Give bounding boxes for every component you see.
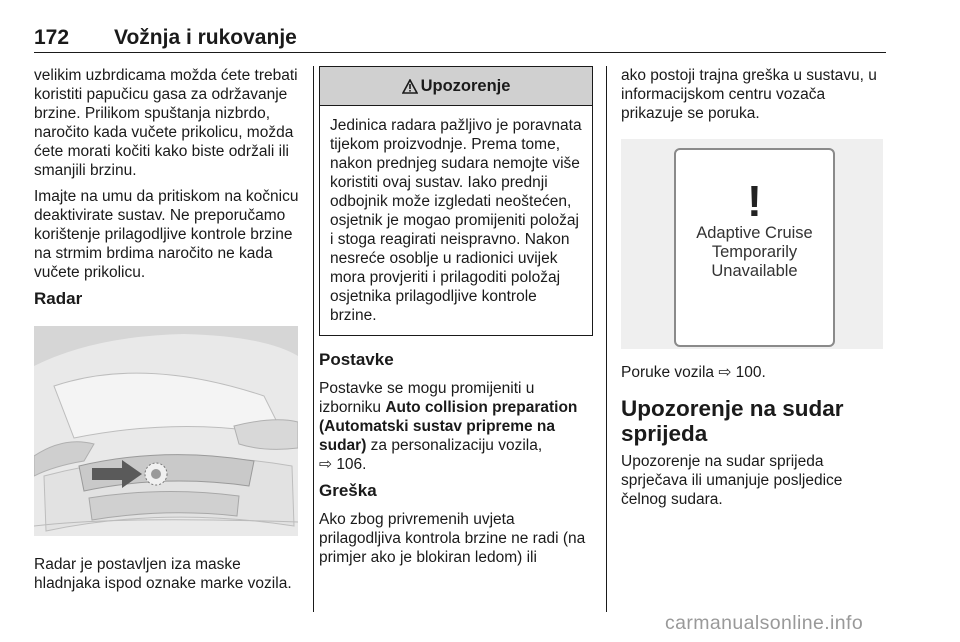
warning-triangle-icon [402, 79, 418, 94]
paragraph: ako postoji trajna greška u sustavu, u informacijskom centru vozača prikazuje se poruka. [621, 67, 877, 122]
page-reference: 100. [735, 364, 766, 381]
column-left [34, 66, 306, 600]
warning-header [320, 67, 592, 106]
paragraph: velikim uzbrdicama možda ćete trebati koristiti papučicu gasa za održavanje brzine. Prilikom spuštanja nizbrdo, naročito kada vučete prikolicu, možda ćete morati kočiti kako biste održali ili smanjili brzinu. [34, 67, 298, 179]
exclamation-icon: ! [747, 177, 762, 226]
warning-text: Jedinica radara pažljivo je poravnata tijekom proizvodnje. Prema tome, nakon prednjeg sudara nemojte više koristiti ovaj sustav. Iako prednji odbojnik može izgledati neoštećen, osjetnik je mogao promijeniti položaj i stoga reagirati neispravno. Nakon nesreće osoblje u radionici uvijek mora provjeriti i prilagoditi položaj osjetnika prilagodljive kontrole brzine. [330, 117, 582, 324]
radar-caption: Radar je postavljen iza maske hladnjaka ispod oznake marke vozila. [34, 556, 292, 592]
paragraph: Imajte na umu da pritiskom na kočnicu deaktivirate sustav. Ne preporučamo korištenje prilagodljive kontrole brzine na strmim brdima naročito ne kada vučete prikolicu. [34, 188, 299, 281]
column-divider [313, 66, 314, 612]
section-heading-fault: Greška [319, 481, 377, 500]
display-line: Unavailable [711, 262, 798, 280]
display-line: Adaptive Cruise [696, 224, 813, 242]
display-line: Temporarily [711, 243, 798, 261]
column-middle [319, 66, 593, 574]
page-reference: 106. [336, 456, 367, 473]
display-message-box [674, 148, 835, 347]
page-header [34, 26, 886, 53]
section-heading-forward-collision: Upozorenje na sudar sprijeda [621, 396, 844, 446]
section-heading-settings: Postavke [319, 350, 394, 369]
fault-paragraph: Ako zbog privremenih uvjeta prilagodljiva kontrola brzine ne radi (na primjer ako je blokiran ledom) ili [319, 511, 586, 566]
column-right [621, 66, 891, 516]
paragraph: Upozorenje na sudar sprijeda sprječava ili umanjuje posljedice čelnog sudara. [621, 453, 843, 508]
page-ref-arrow-icon: ⇨ [319, 456, 332, 473]
page-title: Vožnja i rukovanje [114, 26, 297, 49]
car-front-radar-illustration [34, 326, 298, 536]
page-ref-arrow-icon: ⇨ [718, 364, 732, 381]
vehicle-messages-ref: Poruke vozila ⇨ 100. [621, 364, 766, 381]
watermark: carmanualsonline.info [665, 612, 864, 634]
warning-box [319, 66, 593, 336]
section-heading-radar: Radar [34, 289, 83, 308]
column-divider [606, 66, 607, 612]
menu-name: Auto collision preparation (Automatski sustav pripreme na sudar) [319, 399, 578, 454]
page-number: 172 [34, 26, 70, 49]
driver-info-display-illustration [621, 139, 883, 349]
warning-title: Upozorenje [420, 76, 511, 95]
settings-paragraph: Postavke se mogu promijeniti u izborniku Auto collision preparation (Automatski sustav pripreme na sudar) za personalizaciju vozila, ⇨ 106. [319, 380, 578, 473]
